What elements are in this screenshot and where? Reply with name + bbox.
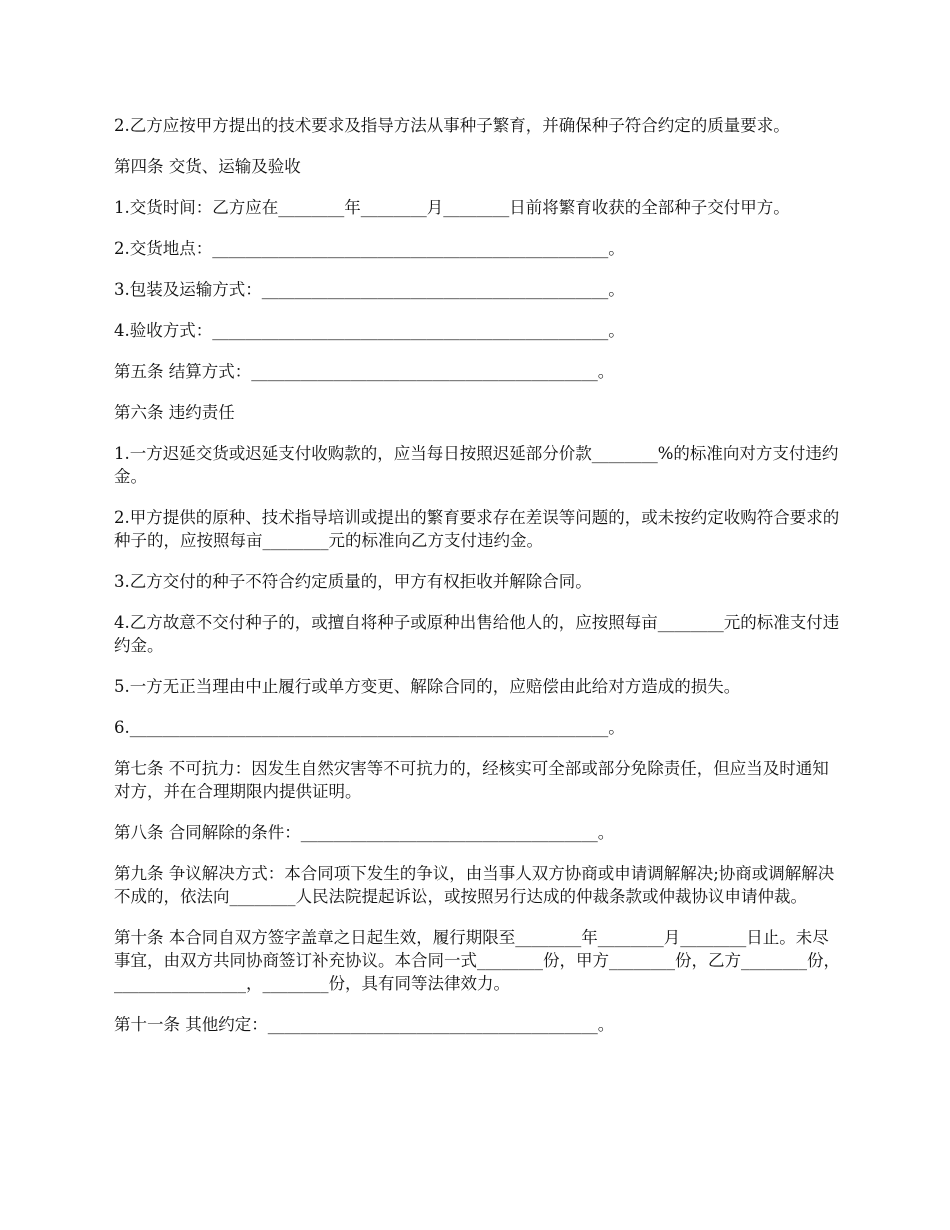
heading-article-11-other: 第十一条 其他约定：________________________________________。: [114, 1015, 615, 1034]
paragraph-quality-rejection: 3.乙方交付的种子不符合约定质量的，甲方有权拒收并解除合同。: [114, 572, 592, 591]
paragraph-delivery-time: 1.交货时间：乙方应在________年________月________日前将繁育收获的全部种子交付甲方。: [114, 198, 790, 217]
paragraph-late-penalty: 1.一方迟延交货或迟延支付收购款的，应当每日按照迟延部分价款________%的标准向对方支付违约金。: [114, 444, 839, 486]
paragraph-packaging-transport: 3.包装及运输方式：__________________________________________。: [114, 280, 625, 299]
paragraph-quality-requirement: 2.乙方应按甲方提出的技术要求及指导方法从事种子繁育，并确保种子符合约定的质量要求。: [114, 116, 790, 135]
heading-article-6: 第六条 违约责任: [114, 403, 235, 422]
heading-article-7-force-majeure: 第七条 不可抗力：因发生自然灾害等不可抗力的，经核实可全部或部分免除责任，但应当及时通知对方，并在合理期限内提供证明。: [114, 759, 829, 801]
paragraph-party-a-penalty: 2.甲方提供的原种、技术指导培训或提出的繁育要求存在差误等问题的，或未按约定收购符合要求的种子的，应按照每亩________元的标准向乙方支付违约金。: [114, 508, 840, 550]
heading-article-10-effectiveness: 第十条 本合同自双方签字盖章之日起生效，履行期限至________年________月________日止。未尽事宜，由双方共同协商签订补充协议。本合同一式________份，甲方________份，乙方________份，________________，________份，具有同等法律效力。: [114, 928, 840, 993]
paragraph-item-6-blank: 6.__________________________________________________________。: [114, 718, 625, 737]
heading-article-9-dispute: 第九条 争议解决方式：本合同项下发生的争议，由当事人双方协商或申请调解解决;协商或调解解决不成的，依法向________人民法院提起诉讼，或按照另行达成的仲裁条款或仲裁协议申请仲裁。: [114, 864, 835, 906]
heading-article-5: 第五条 结算方式：__________________________________________。: [114, 362, 615, 381]
contract-page: [114, 114, 844, 1054]
paragraph-delivery-place: 2.交货地点：________________________________________________。: [114, 239, 625, 258]
heading-article-8-termination: 第八条 合同解除的条件：____________________________________。: [114, 823, 615, 842]
heading-article-4: 第四条 交货、运输及验收: [114, 157, 301, 176]
paragraph-party-b-penalty: 4.乙方故意不交付种子的，或擅自将种子或原种出售给他人的，应按照每亩________元的标准支付违约金。: [114, 613, 840, 655]
paragraph-termination-damages: 5.一方无正当理由中止履行或单方变更、解除合同的，应赔偿由此给对方造成的损失。: [114, 677, 741, 696]
paragraph-inspection-method: 4.验收方式：________________________________________________。: [114, 321, 625, 340]
